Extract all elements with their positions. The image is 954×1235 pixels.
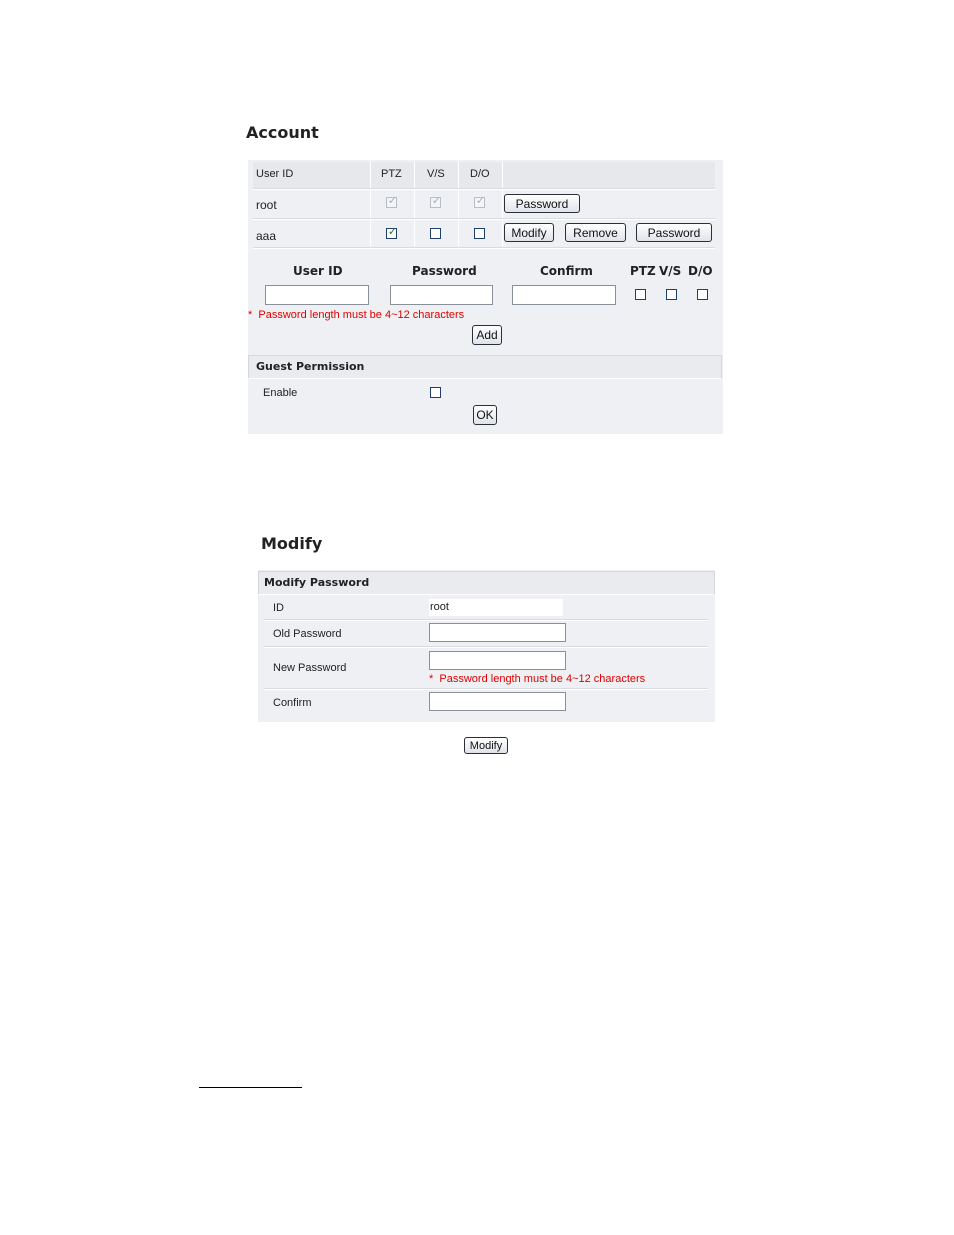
confirm-label: Confirm [273, 697, 312, 709]
modify-submit-button[interactable]: Modify [464, 737, 508, 754]
table-row-root [253, 190, 715, 217]
password-button-aaa[interactable]: Password [636, 223, 712, 242]
id-label: ID [273, 602, 284, 614]
id-value: root [429, 599, 563, 616]
guest-permission-title: Guest Permission [256, 360, 365, 373]
new-password-field[interactable] [429, 651, 566, 670]
add-button[interactable]: Add [472, 325, 502, 345]
guest-enable-label: Enable [263, 387, 298, 399]
password-length-note [248, 309, 464, 321]
confirm-password-input[interactable] [429, 692, 566, 711]
ptz-checkbox-aaa[interactable] [386, 228, 397, 239]
guest-enable-checkbox[interactable] [430, 387, 441, 398]
check-icon: ✓ [475, 195, 486, 207]
ok-button[interactable]: OK [473, 405, 497, 425]
add-header-user-id: User ID [293, 264, 343, 278]
note-asterisk: * [429, 673, 434, 685]
new-password-input[interactable] [390, 285, 493, 305]
remove-button-aaa[interactable]: Remove [565, 223, 626, 242]
ptz-checkbox-root[interactable] [386, 197, 397, 208]
check-icon: ✓ [431, 195, 442, 207]
new-password-label: New Password [273, 662, 347, 674]
column-header-vs: V/S [427, 168, 445, 180]
note-text: Password length must be 4~12 characters [258, 309, 465, 321]
add-header-vs: V/S [659, 264, 682, 278]
old-password-input[interactable] [429, 623, 566, 642]
do-checkbox-aaa[interactable] [474, 228, 485, 239]
user-id-aaa: aaa [256, 229, 277, 243]
old-password-label: Old Password [273, 628, 342, 640]
new-ptz-checkbox[interactable] [635, 289, 646, 300]
new-vs-checkbox[interactable] [666, 289, 677, 300]
new-confirm-input[interactable] [512, 285, 616, 305]
add-header-password: Password [412, 264, 477, 278]
divider-line [199, 1087, 302, 1088]
check-icon: ✓ [387, 195, 398, 207]
add-header-confirm: Confirm [540, 264, 593, 278]
account-title: Account [246, 123, 319, 142]
note-text: Password length must be 4~12 characters [439, 673, 646, 685]
modify-button-aaa[interactable]: Modify [504, 223, 554, 242]
modify-title: Modify [261, 534, 323, 553]
add-header-ptz: PTZ [630, 264, 656, 278]
column-header-user-id: User ID [256, 168, 294, 180]
new-do-checkbox[interactable] [697, 289, 708, 300]
vs-checkbox-aaa[interactable] [430, 228, 441, 239]
column-header-ptz: PTZ [381, 168, 402, 180]
table-row-aaa [253, 220, 715, 247]
vs-checkbox-root[interactable] [430, 197, 441, 208]
column-header-do: D/O [470, 168, 490, 180]
modify-password-note [429, 673, 645, 685]
note-asterisk: * [248, 309, 253, 321]
new-user-id-input[interactable] [265, 285, 369, 305]
password-button-root[interactable]: Password [504, 194, 580, 213]
check-icon: ✓ [387, 226, 398, 238]
do-checkbox-root[interactable] [474, 197, 485, 208]
user-id-root: root [256, 198, 277, 212]
add-header-do: D/O [688, 264, 713, 278]
modify-password-title: Modify Password [264, 576, 370, 589]
